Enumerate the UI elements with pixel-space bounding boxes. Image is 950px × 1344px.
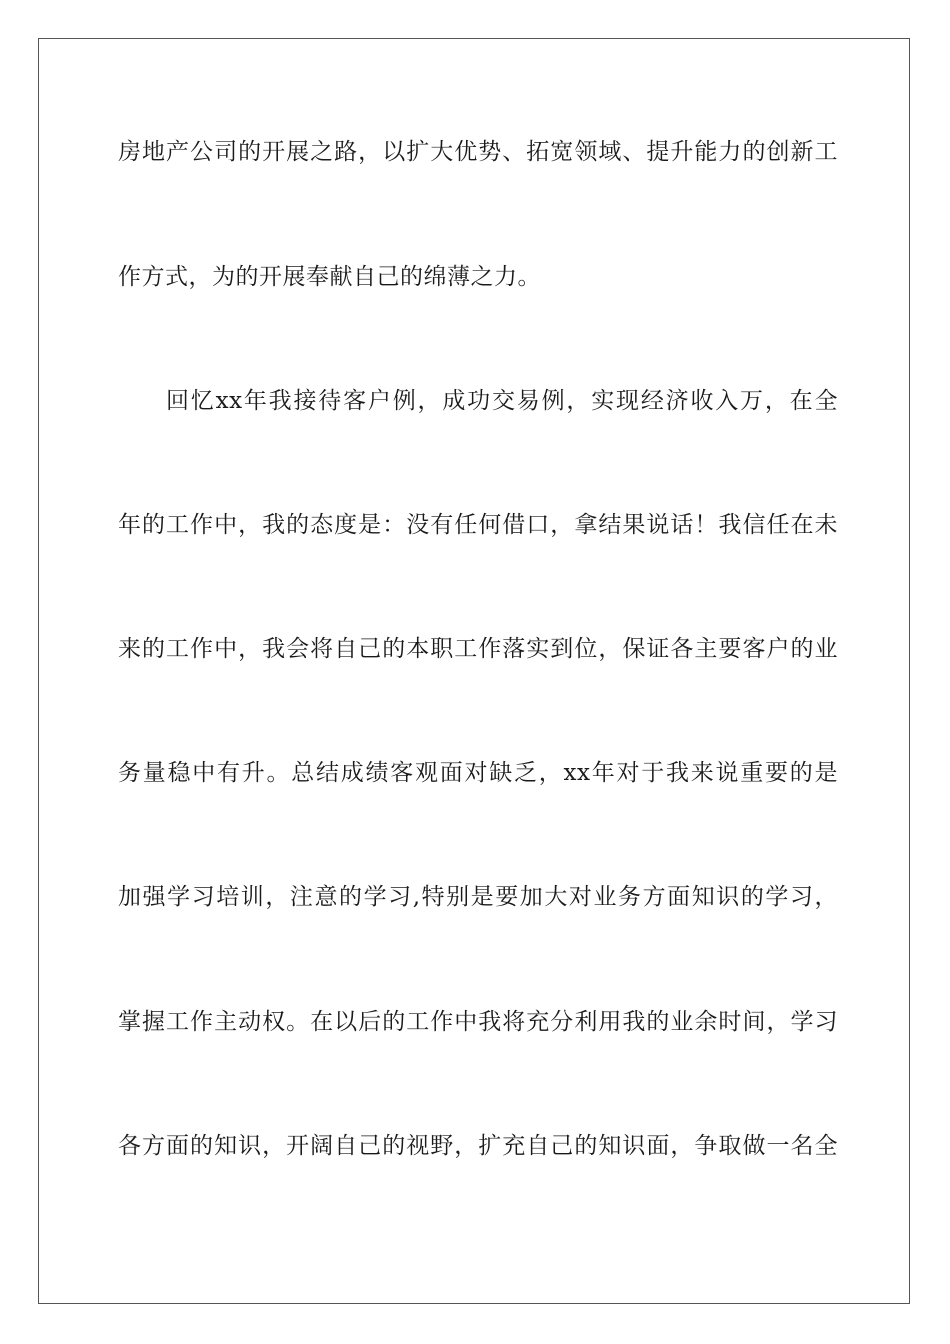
paragraph-line-8: 掌握工作主动权。在以后的工作中我将充分利用我的业余时间，学习 bbox=[118, 1009, 838, 1035]
paragraph-line-5: 来的工作中，我会将自己的本职工作落实到位，保证各主要客户的业 bbox=[118, 636, 838, 662]
paragraph-line-4: 年的工作中，我的态度是：没有任何借口，拿结果说话！我信任在未 bbox=[118, 512, 838, 538]
page-border bbox=[38, 38, 910, 1304]
paragraph-line-6: 务量稳中有升。总结成绩客观面对缺乏，xx年对于我来说重要的是 bbox=[118, 760, 838, 786]
paragraph-line-2: 作方式，为的开展奉献自己的绵薄之力。 bbox=[118, 264, 541, 290]
paragraph-line-3: 回忆xx年我接待客户例，成功交易例，实现经济收入万，在全 bbox=[166, 388, 838, 414]
paragraph-line-7: 加强学习培训，注意的学习,特别是要加大对业务方面知识的学习， bbox=[118, 884, 838, 910]
paragraph-line-1: 房地产公司的开展之路，以扩大优势、拓宽领域、提升能力的创新工 bbox=[118, 139, 838, 165]
paragraph-line-9: 各方面的知识，开阔自己的视野，扩充自己的知识面，争取做一名全 bbox=[118, 1133, 838, 1159]
